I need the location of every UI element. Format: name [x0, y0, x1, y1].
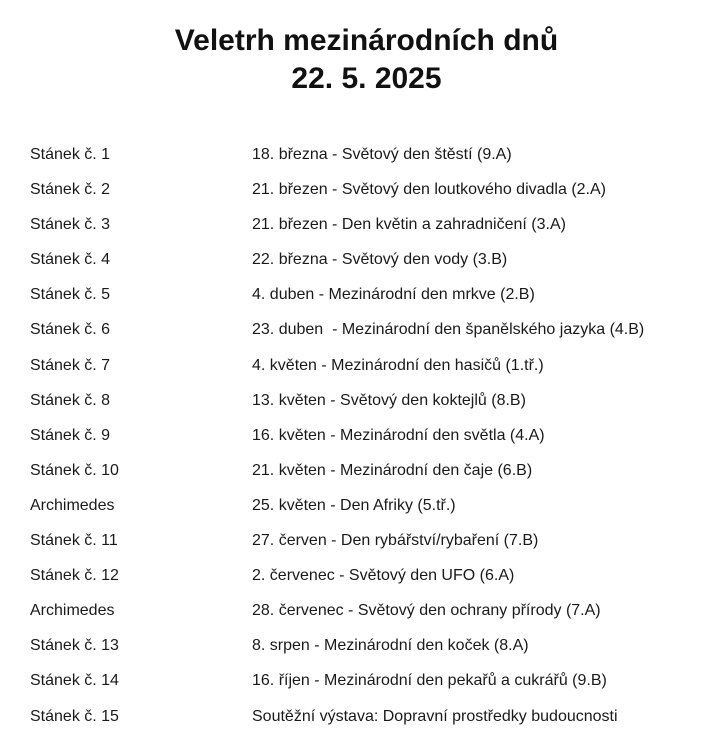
- schedule-row: [0, 630, 725, 665]
- schedule-row: [0, 560, 725, 595]
- stand-label: Stánek č. 12: [30, 567, 119, 585]
- stand-label: Stánek č. 5: [30, 286, 111, 304]
- schedule-row: [0, 490, 725, 525]
- stand-label: Stánek č. 11: [30, 532, 118, 550]
- stand-label: Stánek č. 2: [30, 181, 111, 199]
- event-description: 28. červenec - Světový den ochrany přírody (7.A): [252, 602, 601, 620]
- title-text: Veletrh mezinárodních dnů: [174, 24, 559, 57]
- event-description: 21. květen - Mezinárodní den čaje (6.B): [252, 461, 533, 479]
- event-description: 16. květen - Mezinárodní den světla (4.A): [252, 426, 545, 444]
- event-description: 21. březen - Den květin a zahradničení (3.A): [252, 216, 566, 234]
- stand-label: Stánek č. 10: [30, 461, 119, 479]
- schedule-row: [0, 525, 725, 560]
- event-date: 22. 5. 2025: [291, 62, 442, 95]
- page-title: [0, 22, 725, 98]
- schedule-row: [0, 455, 725, 490]
- event-description: 23. duben - Mezinárodní den španělského jazyka (4.B): [252, 321, 645, 339]
- event-description: 8. srpen - Mezinárodní den koček (8.A): [252, 637, 529, 655]
- event-description: 16. říjen - Mezinárodní den pekařů a cukrářů (9.B): [252, 672, 607, 690]
- schedule-row: [0, 139, 725, 174]
- schedule-row: [0, 701, 725, 736]
- stand-label: Stánek č. 15: [30, 707, 119, 725]
- schedule-row: [0, 279, 725, 314]
- schedule-row: [0, 209, 725, 244]
- schedule-row: [0, 595, 725, 630]
- schedule-row: [0, 665, 725, 700]
- schedule-row: [0, 385, 725, 420]
- event-description: 13. květen - Světový den koktejlů (8.B): [252, 391, 526, 409]
- schedule-row: [0, 350, 725, 385]
- event-description: 18. března - Světový den štěstí (9.A): [252, 146, 512, 163]
- event-description: 22. března - Světový den vody (3.B): [252, 251, 508, 269]
- schedule-row: [0, 244, 725, 279]
- stand-label: Stánek č. 3: [30, 216, 111, 234]
- stand-label: Archimedes: [30, 602, 115, 620]
- stand-label: Stánek č. 13: [30, 637, 119, 655]
- schedule-row: [0, 314, 725, 349]
- stand-label: Stánek č. 8: [30, 391, 111, 409]
- event-description: 27. červen - Den rybářství/rybaření (7.B): [252, 532, 539, 550]
- stand-label: Stánek č. 9: [30, 426, 111, 444]
- stand-label: Stánek č. 1: [30, 146, 111, 163]
- event-description: 2. červenec - Světový den UFO (6.A): [252, 567, 515, 585]
- stand-label: Stánek č. 6: [30, 321, 111, 339]
- event-description: 4. duben - Mezinárodní den mrkve (2.B): [252, 286, 535, 304]
- stand-label: Archimedes: [30, 496, 115, 514]
- event-description: 25. květen - Den Afriky (5.tř.): [252, 496, 456, 514]
- event-description: 21. březen - Světový den loutkového divadla (2.A): [252, 181, 606, 199]
- stand-label: Stánek č. 14: [30, 672, 119, 690]
- schedule-row: [0, 174, 725, 209]
- schedule-row: [0, 420, 725, 455]
- stand-label: Stánek č. 4: [30, 251, 111, 269]
- event-description: Soutěžní výstava: Dopravní prostředky budoucnosti: [252, 707, 618, 725]
- event-description: 4. květen - Mezinárodní den hasičů (1.tř.): [252, 356, 544, 374]
- stand-label: Stánek č. 7: [30, 356, 111, 374]
- stand-schedule: [0, 139, 725, 736]
